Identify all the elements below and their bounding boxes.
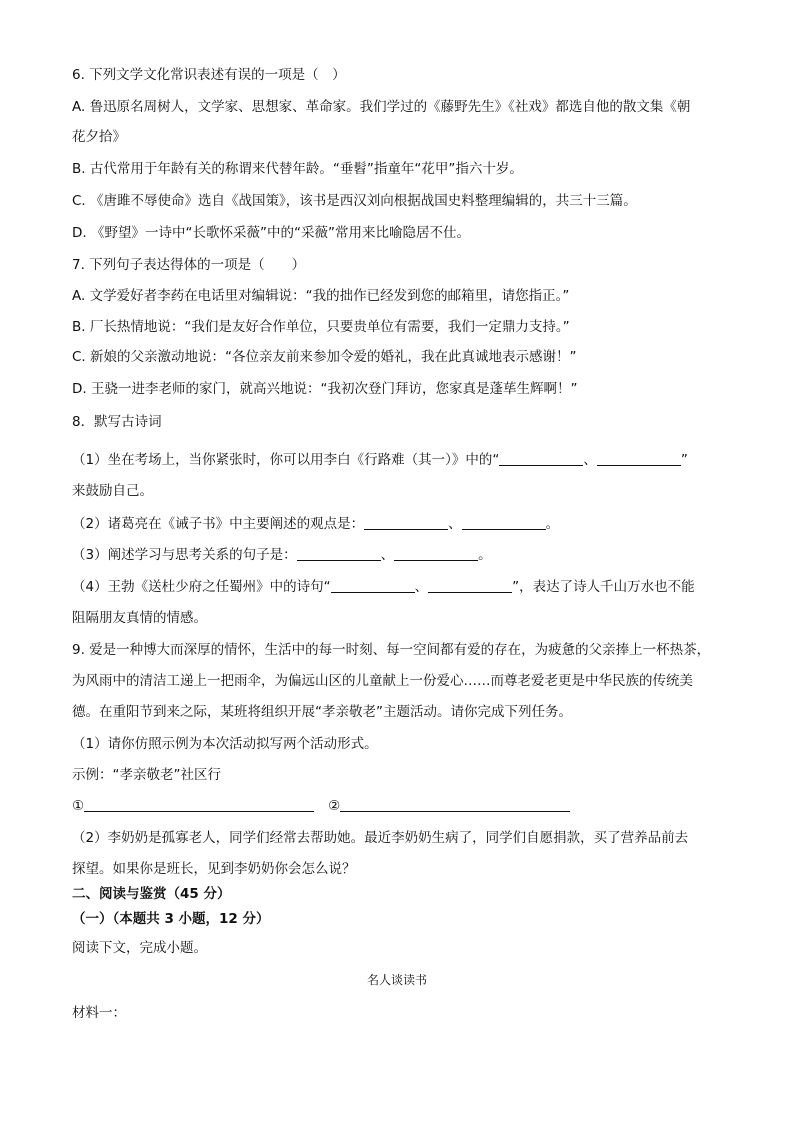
q9-paragraph-line2: 为风雨中的清洁工递上一把雨伞，为偏远山区的儿童献上一份爱心……而尊老爱老更是中华民族的传统美 bbox=[72, 673, 693, 689]
article-title: 名人谈读书 bbox=[366, 973, 427, 987]
separator: 、 bbox=[448, 516, 462, 532]
q9-example: 示例：“孝亲敬老”社区行 bbox=[72, 767, 221, 783]
separator: 、 bbox=[583, 452, 597, 468]
answer-blank[interactable] bbox=[340, 797, 570, 812]
q7-option-b: B. 厂长热情地说：“我们是友好合作单位，只要贵单位有需要，我们一定鼎力支持。” bbox=[72, 319, 570, 335]
q7-stem: 7. 下列句子表达得体的一项是（ ） bbox=[72, 257, 306, 273]
q8-stem: 8．默写古诗词 bbox=[72, 414, 162, 430]
q9-subquestion1: （1）请你仿照示例为本次活动拟写两个活动形式。 bbox=[72, 736, 378, 752]
answer-blank[interactable] bbox=[297, 546, 381, 561]
q6-option-c: C. 《唐雎不辱使命》选自《战国策》，该书是西汉刘向根据战国史料整理编辑的，共三十三篇。 bbox=[72, 193, 637, 209]
q7-option-d: D. 王骁一进李老师的家门，就高兴地说：“我初次登门拜访，您家真是蓬荜生辉啊！” bbox=[72, 381, 578, 397]
q9-answer-lines bbox=[72, 796, 570, 816]
answer-blank[interactable] bbox=[428, 578, 512, 593]
subsection-heading: （一）（本题共 3 小题，12 分） bbox=[72, 911, 270, 927]
period: 。 bbox=[545, 516, 560, 532]
q8-item3-prompt: （3）阐述学习与思考关系的句子是： bbox=[72, 547, 297, 563]
section-heading: 二、阅读与鉴赏（45 分） bbox=[72, 886, 231, 902]
q8-item2-prompt: （2）诸葛亮在《诫子书》中主要阐述的观点是： bbox=[72, 516, 365, 532]
q6-option-a-line2: 花夕拾》 bbox=[72, 129, 126, 145]
separator: 、 bbox=[414, 579, 429, 595]
q9-subquestion2-line1: （2）李奶奶是孤寡老人，同学们经常去帮助她。最近李奶奶生病了，同学们自愿捐款，买了营养品前去 bbox=[72, 830, 689, 846]
answer-blank[interactable] bbox=[499, 451, 583, 466]
q8-item1-line2: 来鼓励自己。 bbox=[72, 483, 153, 499]
q7-option-c: C. 新娘的父亲激动地说：“各位亲友前来参加令爱的婚礼，我在此真诚地表示感谢！” bbox=[72, 349, 577, 365]
q9-paragraph-line3: 德。在重阳节到来之际，某班将组织开展“孝亲敬老”主题活动。请你完成下列任务。 bbox=[72, 704, 572, 720]
q6-option-d: D. 《野望》一诗中“长歌怀采薇”中的“采薇”常用来比喻隐居不仕。 bbox=[72, 225, 470, 241]
answer-blank[interactable] bbox=[462, 515, 546, 530]
answer-blank[interactable] bbox=[364, 515, 448, 530]
marker-2: ② bbox=[328, 798, 341, 814]
q8-item4-tail: ”，表达了诗人千山万水也不能 bbox=[512, 579, 695, 595]
marker-1: ① bbox=[72, 798, 85, 814]
q8-item1-line1 bbox=[72, 450, 688, 470]
q8-item2 bbox=[72, 514, 559, 534]
answer-blank[interactable] bbox=[84, 797, 314, 812]
q8-item4-line1 bbox=[72, 577, 695, 597]
q8-item4-prompt: （4）王勃《送杜少府之任蜀州》中的诗句“ bbox=[72, 579, 331, 595]
reading-instruction: 阅读下文，完成小题。 bbox=[72, 940, 207, 956]
period: 。 bbox=[478, 547, 492, 563]
q6-option-a-line1: A. 鲁迅原名周树人，文学家、思想家、革命家。我们学过的《藤野先生》《社戏》都选自他的散文集《朝 bbox=[72, 99, 691, 115]
q6-option-b: B. 古代常用于年龄有关的称谓来代替年龄。“垂髫”指童年“花甲”指六十岁。 bbox=[72, 161, 523, 177]
material-label: 材料一： bbox=[72, 1005, 126, 1021]
answer-blank[interactable] bbox=[597, 451, 681, 466]
answer-blank[interactable] bbox=[394, 546, 478, 561]
separator: 、 bbox=[380, 547, 395, 563]
q8-item1-prompt: （1）坐在考场上，当你紧张时，你可以用李白《行路难（其一）》中的“ bbox=[72, 452, 500, 468]
q9-subquestion2-line2: 探望。如果你是班长，见到李奶奶你会怎么说？ bbox=[72, 861, 356, 877]
q8-item4-line2: 阻隔朋友真情的情感。 bbox=[72, 610, 207, 626]
q7-option-a: A. 文学爱好者李药在电话里对编辑说：“我的拙作已经发到您的邮箱里，请您指正。” bbox=[72, 288, 570, 304]
q9-paragraph-line1: 9. 爱是一种博大而深厚的情怀，生活中的每一时刻、每一空间都有爱的存在，为疲惫的父亲捧上一杯热茶， bbox=[72, 642, 711, 658]
closing-quote: ” bbox=[680, 452, 688, 468]
q8-item3 bbox=[72, 545, 492, 565]
q6-stem: 6. 下列文学文化常识表述有误的一项是（ ） bbox=[72, 67, 346, 83]
answer-blank[interactable] bbox=[331, 578, 415, 593]
